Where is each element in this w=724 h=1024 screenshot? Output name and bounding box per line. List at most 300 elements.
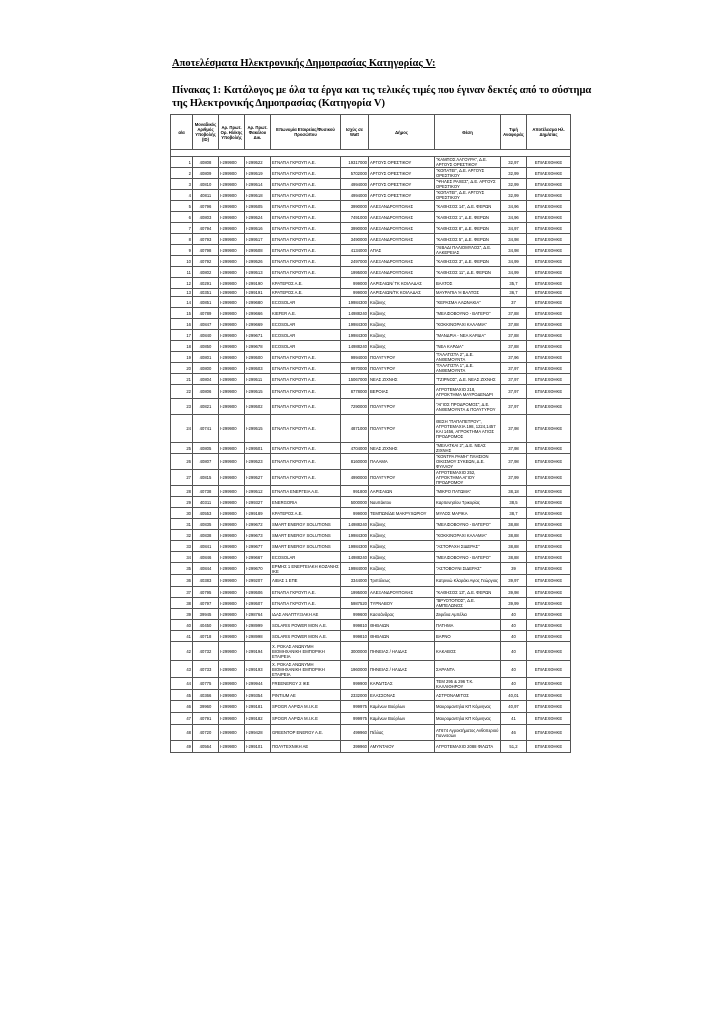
table-cell: 19984300 [341,297,369,308]
table-cell: I-298764 [245,609,271,620]
table-cell: ΕΠΙΛΕΧΘΗΚΕ [527,278,571,289]
table-cell: I-299673 [245,530,271,541]
table-cell: ΕΠΙΛΕΧΘΗΚΕ [527,642,571,661]
table-cell: 46 [501,725,527,741]
table-cell: 14988240 [341,552,369,563]
table-cell: ΕΠΙΛΕΧΘΗΚΕ [527,661,571,678]
table-cell: 399960 [341,741,369,753]
table-cell: SPOGR ΛΑΡΙΣΑ Μ.Ι.Κ.Ε [271,701,341,713]
table-cell: ΑΛΕΞΑΝΔΡΟΥΠΟΛΗΣ [369,256,435,267]
table-cell: "ΜΕΛΙΣΟΒΟΥΝΟ - ΒΑΤΕΡΟ" [435,308,501,319]
table-cell: ΚΡΑΤΕΡΟΣ Α.Ε. [271,289,341,297]
table-cell: ΑΓΡΟΤΕΜΑΧΙΟ 2088 ΦΙΛΩΤΑ [435,741,501,753]
table-row [171,190,571,201]
table-row [171,620,571,631]
table-cell: ΠΗΝΕΙΑΣ / ΗΛΙΔΑΣ [369,661,435,678]
table-cell: "ΚΑΘΗΣΟΣ 13", Δ.Ε. ΦΕΡΩΝ [435,587,501,598]
table-cell: ECOSOLAR [271,319,341,330]
table-row [171,741,571,753]
table-cell: I-299505 [245,201,271,212]
table-cell: ΕΠΙΛΕΧΘΗΚΕ [527,267,571,278]
table-cell: 19984300 [341,330,369,341]
table-cell: PINTIUM AE [271,690,341,701]
table-cell: 22 [171,385,193,399]
table-cell: ΑΣΤΡΟΝΑΜΙΤΟΣ [435,690,501,701]
table-cell: 999810 [341,631,369,642]
table-cell: I-299667 [245,552,271,563]
col-header: Τιμή Αναφοράς [501,115,527,150]
table-cell: Κοζάνης [369,330,435,341]
table-cell: "ΚΟΝΤΡΑ ΡΑΜΗ" ΠΛΗΣΙΟΝ ΟΙΚΙΣΜΟΥ ΣΥΚΕΩΝ, Δ.Ε. ΦΥΛΛΟΥ [435,454,501,470]
table-cell: I-299500 [245,352,271,363]
table-cell: Κοζάνης [369,319,435,330]
table-row [171,157,571,168]
table-cell: 40850 [193,341,219,352]
table-cell: I-299900 [219,289,245,297]
table-cell: 40311 [193,497,219,508]
table-cell: 11 [171,267,193,278]
page-heading: Αποτελέσματα Ηλεκτρονικής Δημοπρασίας Κατηγορίας V: [172,58,436,69]
table-cell: 27 [171,470,193,486]
table-cell: ΙΔΑΣ ΑΝΑΠΤΥΞΙΑΚΗ ΑΕ [271,609,341,620]
table-cell: Καρπενησίου Τρικορίας [435,497,501,508]
table-cell: ΕΓΝΑΤΙΑ ΕΝΕΡΓΕΙΑ Α.Ε. [271,486,341,497]
col-header: Επωνυμία Εταιρείας/Φυσικού Προσώπου [271,115,341,150]
table-cell: I-299900 [219,575,245,587]
table-row [171,201,571,212]
table-cell: I-299502 [245,399,271,415]
table-cell: ΕΠΙΛΕΧΘΗΚΕ [527,308,571,319]
table-cell: ΕΠΙΛΕΧΘΗΚΕ [527,245,571,256]
table-cell: "ΛΙΒΑΔΙ ΠΑΛΙΟΜΥΛΟΣ", Δ.Ε. ΛΑΚΕΡΕΙΑΣ [435,245,501,256]
table-cell: I-299900 [219,620,245,631]
table-cell: Κοζάνης [369,297,435,308]
table-cell: ΕΠΙΛΕΧΘΗΚΕ [527,212,571,223]
table-cell: ΑΛΕΞΑΝΔΡΟΥΠΟΛΗΣ [369,201,435,212]
table-cell: 36,7 [501,289,527,297]
table-cell: 40840 [193,330,219,341]
table-row [171,168,571,179]
table-cell: "ΚΟΚΚΙΝΟΡΑΧΙ ΚΑΛΑΜΙΑ" [435,319,501,330]
table-cell: 24 [171,415,193,443]
table-cell: ΠΟΛΥΓΥΡΟΥ [369,352,435,363]
table-cell: 4871000 [341,415,369,443]
table-cell: ΛΑΡΙΣΑΙΩΝ [369,486,435,497]
table-cell: "ΚΟΚΚΙΝΟΡΑΧΙ ΚΑΛΑΜΙΑ" [435,530,501,541]
table-cell: 19984300 [341,319,369,330]
table-cell: I-298998 [245,631,271,642]
table-cell: 32,99 [501,168,527,179]
table-cell: 7 [171,223,193,234]
table-cell: ΚΑΡΔΙΤΣΑΣ [369,678,435,690]
table-cell: 40553 [193,508,219,519]
table-cell: Κασσάνδρας [369,609,435,620]
table-cell: 40,01 [501,690,527,701]
table-row [171,563,571,575]
table-cell: I-299900 [219,179,245,190]
table-cell: SMART ENERGY SOLUTIONS [271,530,341,541]
table-row [171,519,571,530]
col-header: α/α [171,115,193,150]
table-cell: 3990000 [341,201,369,212]
table-cell: I-299900 [219,470,245,486]
table-cell: Ναυπάκτου [369,497,435,508]
table-cell: 41 [501,713,527,725]
table-cell: 40841 [193,541,219,552]
table-cell: Ζεφέλια Αμπέλια [435,609,501,620]
table-cell: I-299515 [245,385,271,399]
table-cell: Χ. ΡΟΚΑΣ ΑΝΩΝΥΜΗ ΒΙΟΜΗΧΑΝΙΚΗ ΕΜΠΟΡΙΚΗ ΕΤΑΙΡΕΙΑ [271,642,341,661]
table-cell: ΑΛΕΞΑΝΔΡΟΥΠΟΛΗΣ [369,587,435,598]
table-cell: SOLARIS POWER MON A.E. [271,631,341,642]
table-cell: 40383 [193,575,219,587]
table-cell: 21 [171,374,193,385]
table-cell: I-299900 [219,256,245,267]
table-row [171,678,571,690]
table-cell: I-299900 [219,587,245,598]
table-cell: "ΜΕΛΑΤΚΑΙ 2", Δ.Ε. ΝΕΑΣ ΖΙΧΝΗΣ [435,443,501,454]
table-cell: I-299900 [219,399,245,415]
col-header: Μοναδικός Αριθμός Υποβολής (ID) [193,115,219,150]
table-cell: 19984000 [341,563,369,575]
table-cell: ΕΓΝΑΤΙΑ ΓΚΡΟΥΠ Α.Ε. [271,179,341,190]
table-cell: ΘΕΣΗ "ΠΑΠΑΠΕΤΡΟΥ", ΑΓΡΟΤΕΜΑΧΙΑ 198, 1224,1457 ΚΑΙ 1456, ΑΓΡΟΚΤΗΜΑ ΑΓΙΟΣ ΠΡΟΔΡΟΜΟΣ [435,415,501,443]
table-cell: "ΚΑΘΗΣΟΣ 8", Δ.Ε. ΦΕΡΩΝ [435,223,501,234]
table-cell: 40 [501,642,527,661]
table-cell: 2332000 [341,690,369,701]
table-cell: 40811 [193,190,219,201]
table-cell: I-299900 [219,278,245,289]
table-cell: ΑΜΥΝΤΑΙΟΥ [369,741,435,753]
table-cell: 40 [501,661,527,678]
table-row [171,690,571,701]
table-cell: 15067000 [341,374,369,385]
table-cell: I-299900 [219,530,245,541]
table-cell: ΕΓΝΑΤΙΑ ΓΚΡΟΥΠ Α.Ε. [271,598,341,609]
table-cell: Κοζάνης [369,563,435,575]
table-cell: ΕΠΙΛΕΧΘΗΚΕ [527,541,571,552]
table-cell: I-299327 [245,497,271,508]
table-row [171,587,571,598]
col-header: Θέση [435,115,501,150]
table-cell: ΕΓΝΑΤΙΑ ΓΚΡΟΥΠ Α.Ε. [271,470,341,486]
table-cell: ΜΥΛΟΣ ΜΑΡΙΚΑ [435,508,501,519]
table-cell: 47 [171,713,193,725]
table-cell: ΕΠΙΛΕΧΘΗΚΕ [527,470,571,486]
table-cell: SMART ENERGY SOLUTIONS [271,519,341,530]
table-row [171,179,571,190]
table-row [171,289,571,297]
table-cell: 34,97 [501,223,527,234]
table-cell: FREENERGY 2 ΙΚΕ [271,678,341,690]
table-cell: I-299501 [245,443,271,454]
table-cell: 9 [171,245,193,256]
table-cell: 4134000 [341,245,369,256]
table-cell: ΛΑΡΙΣΑΙΩΝ/ ΤΚ ΚΟΙΛΑΔΑΣ [369,278,435,289]
table-cell: I-299900 [219,234,245,245]
table-cell: I-299511 [245,374,271,385]
table-cell: 40793 [193,234,219,245]
table-cell: 40844 [193,563,219,575]
table-cell: ΛΙΒΑΣ 1 ΕΠΕ [271,575,341,587]
table-cell: ΕΠΙΛΕΧΘΗΚΕ [527,690,571,701]
table-cell: "ΤΖΙΡΝΟΣ", Δ.Ε. ΝΕΑΣ ΖΙΧΝΗΣ [435,374,501,385]
table-cell: ΕΓΝΑΤΙΑ ΓΚΡΟΥΠ Α.Ε. [271,245,341,256]
table-cell: 9994000 [341,352,369,363]
table-cell: 5 [171,201,193,212]
table-cell: I-299523 [245,454,271,470]
table-row [171,267,571,278]
table-cell: 40718 [193,631,219,642]
table-cell: 40732 [193,642,219,661]
table-cell: ΑΡΓΟΥΣ ΟΡΕΣΤΙΚΟΥ [369,179,435,190]
table-cell: 37,98 [501,443,527,454]
table-cell: Τριπόλεως [369,575,435,587]
table-cell: ΕΠΙΛΕΧΘΗΚΕ [527,701,571,713]
table-cell: 40851 [193,297,219,308]
table-cell: I-299900 [219,690,245,701]
table-cell: I-299900 [219,341,245,352]
table-cell: 39960 [193,701,219,713]
col-header: Αρ. Πρωτ. Φακέλου Δικ. [245,115,271,150]
table-cell: 40741 [193,415,219,443]
col-header: Αποτέλεσμα Ηλ. Δημ/σίας [527,115,571,150]
table-cell: 40564 [193,741,219,753]
table-cell: GREENTOP ENERGY A.E. [271,725,341,741]
table-cell: Καμένων Βούρλων [369,701,435,713]
table-row [171,385,571,399]
table-cell: "ΚΑΘΗΣΟΣ 11", Δ.Ε. ΦΕΡΩΝ [435,267,501,278]
table-cell: I-299512 [245,486,271,497]
table-cell: 499960 [341,725,369,741]
table-cell: 991800 [341,486,369,497]
table-cell: "ΜΙΚΡΟ ΠΑΤΩΜΑ" [435,486,501,497]
table-cell: ΠΑΛΑΜΑ [369,454,435,470]
table-cell: I-299190 [245,278,271,289]
table-cell: 40366 [193,690,219,701]
table-cell: 40789 [193,308,219,319]
table-cell: 3 [171,179,193,190]
table-cell: 40815 [193,470,219,486]
table-cell: ENERGORIA [271,497,341,508]
table-cell: ΕΓΝΑΤΙΑ ΓΚΡΟΥΠ Α.Ε. [271,443,341,454]
table-cell: ΕΠΙΛΕΧΘΗΚΕ [527,530,571,541]
table-cell: ΕΠΙΛΕΧΘΗΚΕ [527,519,571,530]
table-cell: ΑΓΡΟΤΕΜΑΧΙΟ 252, ΑΓΡΟΚΤΗΜΑ ΑΓΙΟΥ ΠΡΟΔΡΟΜΟΥ [435,470,501,486]
table-cell: ΑΤ674 Αγροκτήματος Ανθοπεριού Γιαννιτσών [435,725,501,741]
table-cell: 40 [501,678,527,690]
table-cell: "ΜΕΛΙΣΟΒΟΥΝΟ - ΒΑΤΕΡΟ" [435,519,501,530]
table-cell: 37,88 [501,341,527,352]
table-cell: ΕΠΙΛΕΧΘΗΚΕ [527,415,571,443]
table-cell: SPOGR ΛΑΡΙΣΑ Μ.Ι.Κ.Ε [271,713,341,725]
table-cell: 15 [171,308,193,319]
table-cell: 2497000 [341,256,369,267]
table-cell: I-299191 [245,289,271,297]
table-cell: Κοζάνης [369,308,435,319]
table-cell: I-298999 [245,620,271,631]
table-row [171,223,571,234]
table-cell: 40803 [193,212,219,223]
table-cell: I-299900 [219,713,245,725]
table-cell: I-299519 [245,168,271,179]
table-cell: 8778000 [341,385,369,399]
table-cell: 43 [171,661,193,678]
table-cell: I-299671 [245,330,271,341]
table-cell: ΕΓΝΑΤΙΑ ΓΚΡΟΥΠ Α.Ε. [271,385,341,399]
table-cell: I-299900 [219,308,245,319]
table-cell: ΑΡΓΟΥΣ ΟΡΕΣΤΙΚΟΥ [369,157,435,168]
table-cell: 40775 [193,678,219,690]
table-cell: 38,88 [501,541,527,552]
table-cell: I-299526 [245,256,271,267]
table-cell: 1960000 [341,661,369,678]
table-cell: ΕΓΝΑΤΙΑ ΓΚΡΟΥΠ Α.Ε. [271,415,341,443]
table-cell: ΚΡΑΤΕΡΟΣ Α.Ε. [271,278,341,289]
table-cell: ΕΠΙΛΕΧΘΗΚΕ [527,678,571,690]
table-cell: 40802 [193,267,219,278]
table-cell: "ΚΑΜΠΟΣ ΛΑΓΟΥΡΑ", Δ.Ε. ΑΡΓΟΥΣ ΟΡΕΣΤΙΚΟΥ [435,157,501,168]
table-cell: 32,99 [501,190,527,201]
table-cell: 41 [171,631,193,642]
table-cell: Καμένων Βούρλων [369,713,435,725]
table-cell: "ΚΑΘΗΣΟΣ 5", Δ.Ε. ΦΕΡΩΝ [435,234,501,245]
table-cell: 34,96 [501,201,527,212]
table-header-row [171,115,571,150]
table-cell: 35,7 [501,278,527,289]
table-cell: I-299900 [219,563,245,575]
table-cell: 5702000 [341,168,369,179]
table-cell: ECOSOLAR [271,330,341,341]
table-cell: ΒΕΡΟΙΑΣ [369,385,435,399]
table-cell: 1995000 [341,587,369,598]
table-cell: 3000000 [341,642,369,661]
table-cell: 32 [171,530,193,541]
table-cell: 40 [501,620,527,631]
table-cell: "ΚΕΡΑΣΜΑ ΑΛΩΝΑΚΙΑ" [435,297,501,308]
table-cell: ΤΕΜ 295 & 296 Τ.Κ. ΚΑΛΛΙΘΗΡΟΥ [435,678,501,690]
table-cell: "ΝΕΑ ΚΑΡΔΙΑ" [435,341,501,352]
table-cell: 37,97 [501,374,527,385]
table-cell: I-299900 [219,598,245,609]
table-cell: I-299680 [245,297,271,308]
table-cell: 40805 [193,443,219,454]
table-cell: 34,99 [501,267,527,278]
table-cell: ΤΥΡΝΑΒΟΥ [369,598,435,609]
table-cell: 40797 [193,598,219,609]
table-cell: I-299189 [245,508,271,519]
table-cell: I-299900 [219,363,245,374]
table-cell: ΕΓΝΑΤΙΑ ΓΚΡΟΥΠ Α.Ε. [271,454,341,470]
table-row [171,363,571,374]
table-row [171,352,571,363]
table-cell: 13 [171,289,193,297]
table-cell: 40809 [193,168,219,179]
table-cell: 37 [171,587,193,598]
table-cell: 37,88 [501,330,527,341]
table-cell: 40810 [193,179,219,190]
table-cell: ΕΠΙΛΕΧΘΗΚΕ [527,741,571,753]
table-cell: 7290000 [341,399,369,415]
table-cell: 29 [171,497,193,508]
table-cell: 4994000 [341,190,369,201]
table-cell: 40808 [193,157,219,168]
table-cell: 40804 [193,374,219,385]
table-cell: ΑΛΕΞΑΝΔΡΟΥΠΟΛΗΣ [369,234,435,245]
table-cell: 1995000 [341,267,369,278]
table-cell: I-299515 [245,415,271,443]
table-row [171,245,571,256]
table-cell: ΕΠΙΛΕΧΘΗΚΕ [527,319,571,330]
table-cell: I-299900 [219,415,245,443]
table-cell: ΕΠΙΛΕΧΘΗΚΕ [527,609,571,620]
table-cell: I-299900 [219,678,245,690]
table-cell: 46 [171,701,193,713]
table-cell: ΠΑΤΗΜΑ [435,620,501,631]
table-cell: 6 [171,212,193,223]
table-cell: I-299354 [245,690,271,701]
table-cell: 40800 [193,363,219,374]
table-cell: I-299900 [219,631,245,642]
table-cell: 48 [171,725,193,741]
table-row [171,212,571,223]
table-cell: I-299522 [245,157,271,168]
table-cell: ΕΠΙΛΕΧΘΗΚΕ [527,454,571,470]
table-cell: 19 [171,352,193,363]
table-cell: "ΨΗΛΕΣ ΡΑΧΕΣ", Δ.Ε. ΑΡΓΟΥΣ ΟΡΕΣΤΙΚΟΥ [435,179,501,190]
table-cell: 14988240 [341,341,369,352]
table-cell: "ΚΟΠΑΤΕΙ", Δ.Ε. ΑΡΓΟΥΣ ΟΡΕΣΤΙΚΟΥ [435,190,501,201]
table-cell: ΕΓΝΑΤΙΑ ΓΚΡΟΥΠ Α.Ε. [271,212,341,223]
table-row [171,256,571,267]
table-cell: 39,99 [501,598,527,609]
table-cell: ΘΗΒΑΙΩΝ [369,620,435,631]
table-cell: I-299900 [219,443,245,454]
table-cell: Χ. ΡΟΚΑΣ ΑΝΩΝΥΜΗ ΒΙΟΜΗΧΑΝΙΚΗ ΕΜΠΟΡΙΚΗ ΕΤΑΙΡΕΙΑ [271,661,341,678]
table-row [171,575,571,587]
table-cell: 40794 [193,223,219,234]
table-cell: 44 [171,678,193,690]
table-cell: ΕΓΝΑΤΙΑ ΓΚΡΟΥΠ Α.Ε. [271,587,341,598]
table-cell: ΕΠΙΛΕΧΘΗΚΕ [527,552,571,563]
table-cell: ΕΠΙΛΕΧΘΗΚΕ [527,508,571,519]
table-cell: ΚΑΚΑΒΟΣ [435,642,501,661]
table-cell: ECOSOLAR [271,297,341,308]
table-cell: 49 [171,741,193,753]
table-cell: 40,97 [501,701,527,713]
table-cell: I-299900 [219,519,245,530]
table-cell: ΕΠΙΛΕΧΘΗΚΕ [527,330,571,341]
table-cell: I-299900 [219,642,245,661]
table-cell: I-299508 [245,245,271,256]
table-cell: "ΑΓΙΟΣ ΠΡΟΔΡΟΜΟΣ", Δ.Ε. ΑΝΘΕΜΟΥΝΤΑ & ΠΟΛΥΓΥΡΟΥ [435,399,501,415]
table-cell: ΛΑΡΙΣΑΙΩΝ/ΤΚ ΚΟΙΛΑΔΑΣ [369,289,435,297]
table-cell: I-299900 [219,454,245,470]
table-cell: I-299527 [245,470,271,486]
table-row [171,552,571,563]
table-cell: I-299900 [219,157,245,168]
table-cell: I-299900 [219,741,245,753]
table-cell: ΕΛΑΣΣΟΝΑΣ [369,690,435,701]
table-cell: 35 [171,563,193,575]
table-cell: 3490000 [341,234,369,245]
table-cell: I-299193 [245,661,271,678]
table-row [171,234,571,245]
table-cell: 39945 [193,609,219,620]
table-body [171,157,571,753]
table-cell: 2 [171,168,193,179]
table-cell: 999810 [341,620,369,631]
